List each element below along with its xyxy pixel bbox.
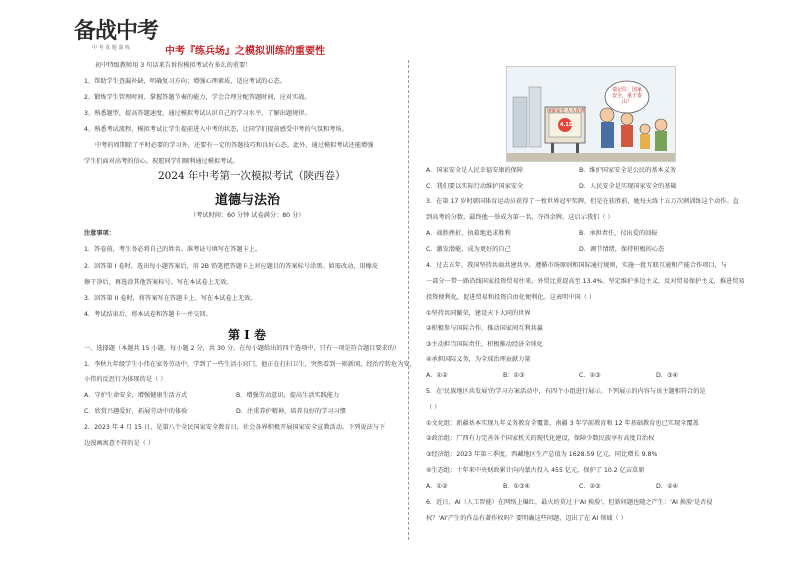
question-4-item: ③主动担当国际责任，积极推动经济全球化 <box>426 341 543 348</box>
intro-line: 初中特级教师用 3 句话来告诉你模拟考试有多么的重要！ <box>95 62 252 69</box>
question-1-option: D．注重养护精神，培养良好的学习习惯 <box>236 408 346 415</box>
subject-title: 道德与法治 <box>215 193 281 208</box>
note-item: 1．答卷前，考生务必将自己的姓名、准考证号填写在答题卡上。 <box>84 246 262 253</box>
question-6-stem: 6．近日，AI（人工智能）在网络上爆红，最火的莫过于'AI 换脸'。但新问题也随之产生：'AI 换脸'是否侵 <box>426 499 713 506</box>
question-1-stem: 1．李秋九年级学生小伟在家务劳动中，学到了一些生活小窍门，他正在打扫卫生，突然看到一则新闻，经治疗转危为安， <box>84 361 416 368</box>
question-3-stem: 3．在第 17 岁时韩国体育运动员获得了一枚世界冠军奖牌，但是在获胜前，她每天练十五万次刺训练这个动作。直 <box>426 198 739 205</box>
exam-title: 2024 年中考第一次模拟考试（陕西卷） <box>158 170 346 182</box>
question-5-stem: （ ） <box>426 404 441 411</box>
question-4-item: ②积极参与国际合作，推动国家间互利共赢 <box>426 325 543 332</box>
question-2-option: D．人民安全是实现国家安全的基础 <box>579 183 677 190</box>
question-1-option: A．守护生命安全，增强健康生活方式 <box>84 392 188 399</box>
question-3-option: B．承担责任，付出爱的回报 <box>579 230 658 237</box>
question-4-stem: 投资便利化，促进贸易和投资自由化便利化。这表明中国（ ） <box>426 294 596 301</box>
question-4-stem: 一部分一带一路沿线国家投资贸易往来，外贸比重提高至 13.4%。坚定维护多边主义，反对贸易保护主义，推进贸易 <box>426 278 745 285</box>
question-3-option: A．战胜挫折，执着地追求胜利 <box>426 230 511 237</box>
question-4-option: B．①③ <box>503 372 525 379</box>
volume-title: 第 I 卷 <box>228 328 266 342</box>
logo-text: 备战中考 <box>74 18 159 44</box>
speech-bubble: 请记住：国家安全，重于泰山！ <box>611 87 642 105</box>
notes-title: 注意事项： <box>84 230 115 237</box>
intro-line: 4、熟悉考试流程，模拟考试让学生提前进入中考的状态，让同学们提前感受中考的气氛和考场。 <box>84 126 348 133</box>
column-divider <box>408 60 409 540</box>
question-5-option: A．①② <box>426 483 448 490</box>
question-3-option: D．调节情绪，保持积极的心态 <box>579 246 665 253</box>
exam-meta: （考试时间：60 分钟 试卷满分：80 分） <box>190 212 305 219</box>
intro-line: 1、帮助学生查漏补缺，明确复习方向；增强心理素质，适应考试的心态。 <box>84 78 286 85</box>
question-5-option: C．②③ <box>579 483 601 490</box>
question-4-item: ①坚持共同繁荣，建设天下大同的世界 <box>426 310 531 317</box>
question-1-stem: 小伟的反思行为体现的是（ ） <box>84 376 167 383</box>
intro-line: 学生们面对高考的信心，祝愿同学们顺利通过模拟考试。 <box>84 158 239 165</box>
cartoon-illustration <box>506 66 676 162</box>
question-5-item: ③经济组：2023 年第三季度，西藏地区生产总值为 1628.59 亿元，同比增长 9.8% <box>426 451 658 458</box>
question-4-stem: 4．过去五年，我国坚持共商共建共享，遵循市场原则和国际通行规则，实施一批互联互通和产能合作项目，与 <box>426 262 727 269</box>
section-instruction: 一、选择题（本题共 15 小题，每小题 2 分，共 30 分。在每小题给出的四个选项中，只有一项是符合题目要求的） <box>84 345 401 352</box>
question-5-option: D．②④ <box>656 483 679 490</box>
question-4-option: C．②③ <box>579 372 601 379</box>
note-item: 3．回答第 II 卷时，将答案写在答题卡上。写在本试卷上无效。 <box>84 295 257 302</box>
header-title: 中考『练兵场』之模拟训练的重要性 <box>165 46 325 57</box>
note-item: 擦干净后，再选涂其他答案标号。写在本试卷上无效。 <box>84 279 233 286</box>
question-2-stem: 2．2023 年 4 月 15 日，是第八个全民国家安全教育日，社会各界积极开展国家安全宣教活动。下列说法与下 <box>84 424 386 431</box>
question-5-item: ②政治组：广西有力完善各个国家机关的现代化建设，保障少数民族享有高度自治权 <box>426 435 655 442</box>
question-2-option: B．维护国家安全是公民的基本义务 <box>579 167 677 174</box>
note-item: 2．回答第 I 卷时，选出每小题答案后，用 2B 铅笔把答题卡上对应题目的答案标号涂黑。如需改动，用橡皮 <box>84 263 379 270</box>
intro-line: 中考的周期除了平时必要的学习外，还要有一定的答题技巧和良好心态。此外，通过模拟考试还能增强 <box>95 142 374 149</box>
question-3-stem: 到高考的分数，最终他一举成为第一名，夺得金牌。这启示我们（ ） <box>426 214 614 221</box>
question-5-stem: 5．在'民族地区共发展'的学习方案活动中，有四个小组进行展示。下列展示的内容与该主题相符合的是 <box>426 388 706 395</box>
question-2-option: A．国家安全是人民幸福安康的保障 <box>426 167 524 174</box>
question-4-item: ④承担国际义务，为全球治理贡献力量 <box>426 356 531 363</box>
question-1-option: C．欣赏兴趣爱好，拓展劳动中的体验 <box>84 408 188 415</box>
intro-line: 3、熟悉题型，提高答题速度，通过模拟考试认识自己的学习水平，了解出题规律。 <box>84 110 311 117</box>
question-4-option: A．①② <box>426 372 448 379</box>
question-5-option: B．①③④ <box>503 483 531 490</box>
brand-logo <box>74 14 166 54</box>
question-5-item: ④生态组：十年来中央财政累计向内蒙古投入 455 亿元，保护了 10.2 亿亩草原 <box>426 467 645 474</box>
cartoon-drawing <box>507 67 675 161</box>
question-5-item: ①文化组：新疆基本实现九年义务教育全覆盖，南疆 3 年学前教育和 12 年基础教育也已实现全覆盖 <box>426 420 699 427</box>
intro-line: 2、锻炼学生管理时间、掌握答题节奏的能力，学会合理分配答题时间，应对实战。 <box>84 94 311 101</box>
board-date: 4.15 <box>560 122 573 128</box>
logo-subtext: 中 考 真 题 演 练 <box>92 45 130 51</box>
question-4-option: D．③④ <box>656 372 679 379</box>
question-3-option: C．激发潜能，成为更好的自己 <box>426 246 511 253</box>
question-6-stem: 权？'AI'产生的作品有著作权吗？要明确这些问题，迈出了在 AI 领域（ ） <box>426 515 627 522</box>
board-title: 国家安全 人人有责 <box>547 109 585 114</box>
question-2-option: C．我们要以实际行动维护国家安全 <box>426 183 524 190</box>
question-1-option: B．增强劳动意识，提高生活实践能力 <box>236 392 340 399</box>
question-2-stem: 边漫画寓意不符的是（ ） <box>84 440 155 447</box>
note-item: 4．考试结束后，将本试卷和答题卡一并交回。 <box>84 311 212 318</box>
